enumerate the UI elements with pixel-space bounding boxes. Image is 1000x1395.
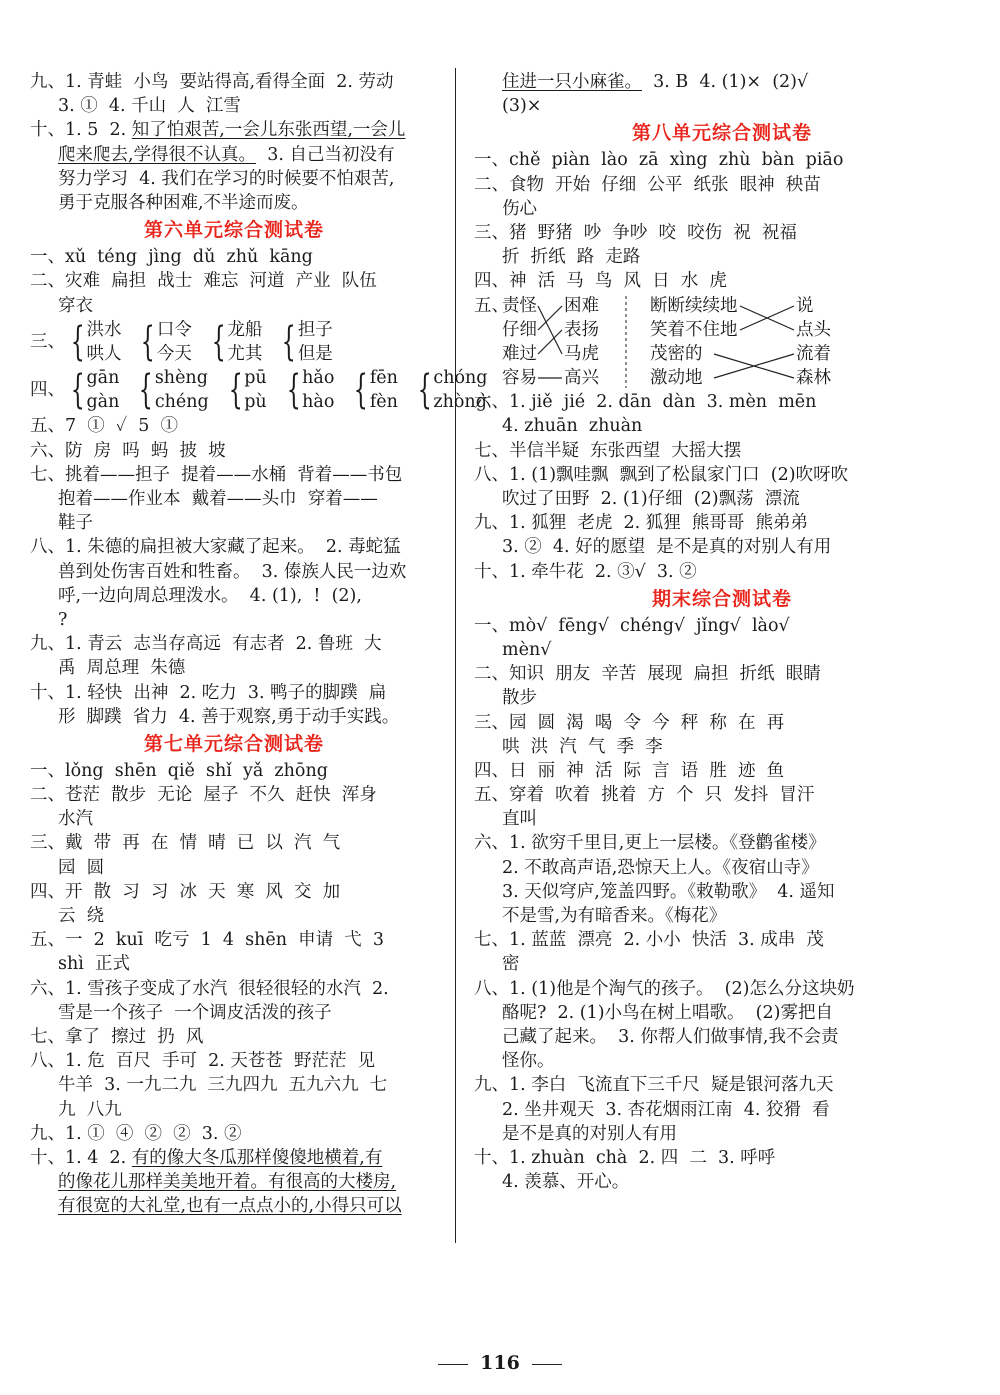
match-line xyxy=(538,330,562,354)
answer-line: 六、防 房 吗 蚂 披 坡 xyxy=(30,440,226,461)
answer-line: 五、一 2 kuī 吃亏 1 4 shēn 申请 弋 3 xyxy=(30,930,385,951)
answer-line: 鞋子 xyxy=(58,513,93,534)
match-line xyxy=(538,306,562,354)
answer-line: 九、1. 青云 志当存高远 有志者 2. 鲁班 大 xyxy=(30,634,382,655)
final-test-heading: 期末综合测试卷 xyxy=(651,587,792,610)
answer-line: 2. 不敢高声语,恐惊天上人。《夜宿山寺》 xyxy=(502,857,819,878)
answer-line: 二、苍茫 散步 无论 屋子 不久 赶快 浑身 xyxy=(30,785,377,806)
answer-line: 八、1. (1)飘哇飘 飘到了松鼠家门口 (2)吹呀吹 xyxy=(474,464,849,485)
answer-line: 3. ② 4. 好的愿望 是不是真的对别人有用 xyxy=(502,537,832,558)
answer-line: 密 xyxy=(502,954,520,975)
answer-line: 九、1. 李白 飞流直下三千尺 疑是银河落九天 xyxy=(474,1075,834,1096)
answer-line: 牛羊 3. 一九二九 三九四九 五九六九 七 xyxy=(58,1075,388,1096)
answer-line: 折 折纸 路 走路 xyxy=(502,247,641,268)
answer-line: 爬来爬去,学得很不认真。 3. 自己当初没有 xyxy=(58,144,395,165)
answer-line: 一、chě piàn lào zā xìng zhù bàn piāo xyxy=(474,150,844,171)
answer-line: 散步 xyxy=(502,688,537,709)
answer-line: 九、1. ① ④ ② ② 3. ② xyxy=(30,1123,242,1144)
brace-pairs-3: 三、 { 洪水 哄人 { 口令 今天 { 龙船 尤其 { 担子 但是 xyxy=(30,318,333,365)
answer-line: 十、1. zhuàn chà 2. 四 二 3. 呼呼 xyxy=(474,1147,776,1168)
answer-line: 八、1. (1)他是个淘气的孩子。 (2)怎么分这块奶 xyxy=(474,978,855,999)
answer-line: shì 正式 xyxy=(58,954,130,975)
answer-line: 2. 坐井观天 3. 杏花烟雨江南 4. 狡猾 看 xyxy=(502,1099,830,1120)
answer-line: 三、戴 带 再 在 情 晴 已 以 汽 气 xyxy=(30,833,341,854)
matching-exercise: 五、 责怪 仔细 难过 容易 困难 表扬 马虎 高兴 断断续续地 笑着不住地 茂密的 激动地 说 点头 流着 森林 xyxy=(474,294,970,391)
brace-pairs-4: 四、 { gān gàn { shèng chéng { pū pù { hǎo hào { fēn fèn { chóng zhòng xyxy=(30,367,488,414)
answer-line: 己藏了起来。 3. 你帮人们做事情,我不会责 xyxy=(502,1026,839,1047)
answer-line: 七、拿了 擦过 扔 风 xyxy=(30,1026,204,1047)
answer-line: 是不是真的对别人有用 xyxy=(502,1123,677,1144)
answer-line: 吹过了田野 2. (1)仔细 (2)飘荡 漂流 xyxy=(502,489,800,510)
answer-line: 酪呢? 2. (1)小鸟在树上唱歌。 (2)雾把自 xyxy=(502,1002,833,1023)
answer-line: 不是雪,为有暗香来。《梅花》 xyxy=(502,906,727,927)
answer-line: 直叫 xyxy=(502,809,537,830)
answer-line: 二、食物 开始 仔细 公平 纸张 眼神 秧苗 xyxy=(474,174,821,195)
answer-line: 四、日 丽 神 活 际 言 语 胜 迹 鱼 xyxy=(474,760,785,781)
answer-line: 3. ① 4. 千山 人 江雪 xyxy=(58,96,241,117)
answer-line: 的像花儿那样美美地开着。有很高的大楼房, xyxy=(58,1172,397,1193)
answer-line: 兽到处伤害百姓和牲畜。 3. 傣族人民一边欢 xyxy=(58,561,407,582)
answer-line: 抱着——作业本 戴着——头巾 穿着—— xyxy=(58,489,378,510)
page-number: 116 xyxy=(0,1352,1000,1374)
unit8-heading: 第八单元综合测试卷 xyxy=(631,122,812,145)
answer-line: 十、1. 轻快 出神 2. 吃力 3. 鸭子的脚蹼 扁 xyxy=(30,682,387,703)
answer-line: 四、开 散 习 习 冰 天 寒 风 交 加 xyxy=(30,881,341,902)
answer-line: 三、园 圆 渴 喝 令 今 秤 称 在 再 xyxy=(474,712,785,733)
answer-line: 六、1. 欲穷千里目,更上一层楼。《登鹳雀楼》 xyxy=(474,833,826,854)
answer-line: 住进一只小麻雀。 3. B 4. (1)× (2)√ xyxy=(502,72,809,92)
answer-line: 3. 天似穹庐,笼盖四野。《敕勒歌》 4. 遥知 xyxy=(502,881,835,902)
answer-line: 二、知识 朋友 辛苦 展现 扁担 折纸 眼睛 xyxy=(474,664,821,685)
answer-line: 十、1. 4 2. 有的像大冬瓜那样傻傻地横着,有 xyxy=(30,1147,383,1168)
answer-line: 水汽 xyxy=(58,809,93,830)
answer-line: 哄 洪 汽 气 季 李 xyxy=(502,736,663,757)
answer-line: 云 绕 xyxy=(58,906,105,927)
unit7-heading: 第七单元综合测试卷 xyxy=(143,732,324,755)
answer-line: 四、神 活 马 鸟 风 日 水 虎 xyxy=(474,271,727,292)
right-column xyxy=(474,70,970,1194)
answer-line: 九、1. 狐狸 老虎 2. 狐狸 熊哥哥 熊弟弟 xyxy=(474,513,809,534)
answer-line: 4. zhuān zhuàn xyxy=(502,416,643,437)
answer-line: 七、挑着——担子 提着——水桶 背着——书包 xyxy=(30,464,403,485)
answer-line: 五、穿着 吹着 挑着 方 个 只 发抖 冒汗 xyxy=(474,785,815,806)
answer-line: 4. 羡慕、开心。 xyxy=(502,1172,630,1193)
answer-line: 九 八九 xyxy=(58,1099,122,1120)
answer-line: 一、mò√ fēng√ chéng√ jǐng√ lào√ xyxy=(474,615,790,636)
answer-line: 有很宽的大礼堂,也有一点点小的,小得只可以 xyxy=(58,1196,402,1217)
answer-line: 八、1. 朱德的扁担被大家藏了起来。 2. 毒蛇猛 xyxy=(30,537,401,558)
answer-line: 五、7 ① ✓ 5 ① xyxy=(30,416,179,437)
answer-line: 怪你。 xyxy=(502,1051,555,1072)
unit6-heading: 第六单元综合测试卷 xyxy=(143,219,324,242)
answer-line: (3)× xyxy=(502,96,542,117)
column-divider xyxy=(455,68,456,1243)
answer-line: 禹 周总理 朱德 xyxy=(58,658,186,679)
answer-line: 八、1. 危 百尺 手可 2. 天苍苍 野茫茫 见 xyxy=(30,1051,376,1072)
answer-line: 呼,一边向周总理泼水。 4. (1), ! (2), xyxy=(58,585,362,606)
answer-line: 十、1. 牵牛花 2. ③√ 3. ② xyxy=(474,561,697,582)
answer-line: 一、lǒng shēn qiě shǐ yǎ zhōng xyxy=(30,760,328,781)
answer-line: mèn√ xyxy=(502,639,552,660)
answer-line: 六、1. 雪孩子变成了水汽 很轻很轻的水汽 2. xyxy=(30,978,389,999)
matching-lines xyxy=(474,294,874,391)
answer-line: 努力学习 4. 我们在学习的时候要不怕艰苦, xyxy=(58,168,395,189)
answer-line: 六、1. jiě jié 2. dān dàn 3. mèn mēn xyxy=(474,392,817,413)
answer-line: 伤心 xyxy=(502,198,537,219)
answer-line: 园 圆 xyxy=(58,857,105,878)
answer-line: 一、xǔ téng jìng dǔ zhǔ kāng xyxy=(30,247,313,268)
answer-line: 勇于克服各种困难,不半途而废。 xyxy=(58,192,309,213)
left-column xyxy=(30,70,488,1218)
match-line xyxy=(538,306,562,330)
answer-line: 二、灾难 扁担 战士 难忘 河道 产业 队伍 xyxy=(30,271,377,292)
answer-line: 十、1. 5 2. 知了怕艰苦,一会儿东张西望,一会儿 xyxy=(30,120,406,141)
answer-line: 雪是一个孩子 一个调皮活泼的孩子 xyxy=(58,1002,332,1023)
answer-line: 九、1. 青蛙 小鸟 要站得高,看得全面 2. 劳动 xyxy=(30,72,394,92)
answer-line: 七、半信半疑 东张西望 大摇大摆 xyxy=(474,440,742,461)
answer-line: 穿衣 xyxy=(58,295,93,316)
answer-line: 七、1. 蓝蓝 漂亮 2. 小小 快活 3. 成串 茂 xyxy=(474,930,824,951)
answer-line: 三、猪 野猪 吵 争吵 咬 咬伤 祝 祝福 xyxy=(474,222,797,243)
answer-line: ? xyxy=(58,609,68,630)
answer-line: 形 脚蹼 省力 4. 善于观察,勇于动手实践。 xyxy=(58,706,400,727)
